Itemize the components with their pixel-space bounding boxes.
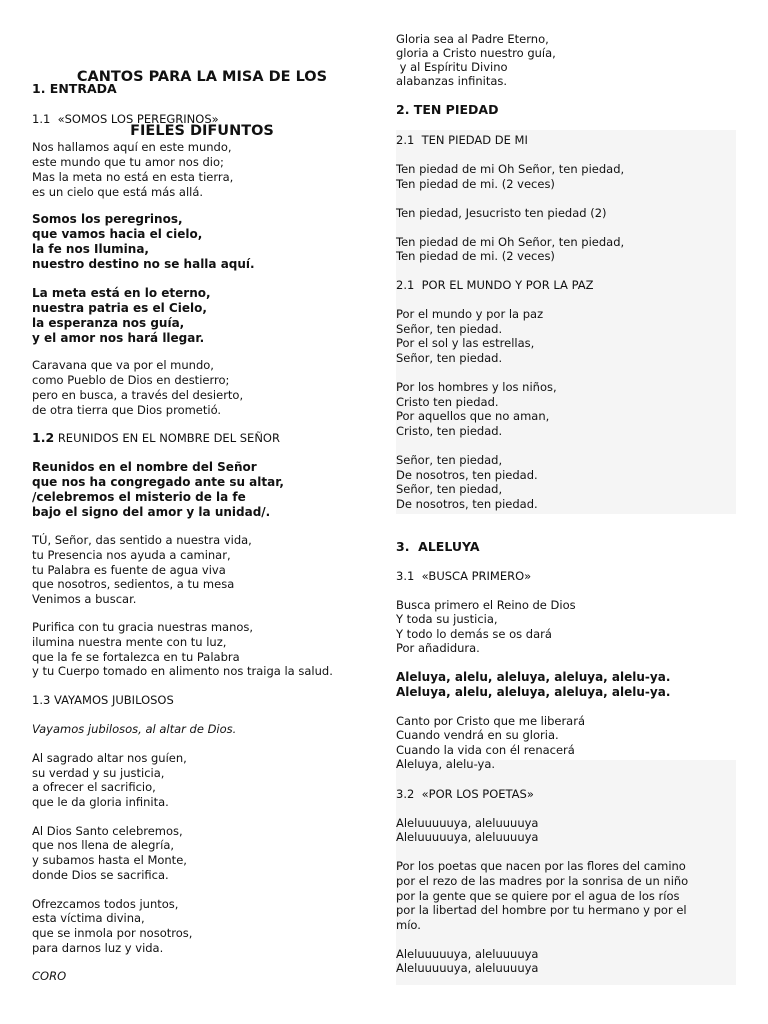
lyric-line: Cristo, ten piedad.	[396, 424, 503, 438]
lyric-line: Nos hallamos aquí en este mundo,	[32, 140, 232, 154]
lyric-line: Señor, ten piedad,	[396, 482, 503, 496]
lyric-line: Busca primero el Reino de Dios	[396, 598, 576, 612]
lyric-line: donde Dios se sacrifica.	[32, 868, 169, 882]
lyric-line: esta víctima divina,	[32, 911, 145, 925]
lyric-line: Aleluuuuuya, aleluuuuya	[396, 947, 539, 961]
chorus-line: Aleluya, alelu, aleluya, aleluya, alelu-ya.	[396, 685, 671, 699]
lyric-line: que la fe se fortalezca en tu Palabra	[32, 650, 240, 664]
lyric-line: TÚ, Señor, das sentido a nuestra vida,	[32, 533, 252, 547]
section-heading-ten-piedad: 2. TEN PIEDAD	[396, 102, 499, 117]
lyric-line: tu Presencia nos ayuda a caminar,	[32, 548, 231, 562]
lyric-line: Por aquellos que no aman,	[396, 409, 550, 423]
lyric-line: Por los hombres y los niños,	[396, 380, 557, 394]
lyric-line: por la gente que se quiere por el agua de los ríos	[396, 889, 680, 903]
lyric-line: Ten piedad de mi Oh Señor, ten piedad,	[396, 235, 625, 249]
lyric-line: a ofrecer el sacrificio,	[32, 780, 156, 794]
coro-label: CORO	[32, 969, 67, 983]
lyric-line: Señor, ten piedad,	[396, 453, 503, 467]
lyric-line: Aleluuuuuya, aleluuuuya	[396, 961, 539, 975]
lyric-line: Por los poetas que nacen por las flores del camino	[396, 859, 686, 873]
lyric-line: Caravana que va por el mundo,	[32, 358, 214, 372]
chorus-line: bajo el signo del amor y la unidad/.	[32, 505, 271, 519]
lyric-line: Al sagrado altar nos guíen,	[32, 751, 187, 765]
section-heading-aleluya: 3. ALELUYA	[396, 539, 480, 554]
lyric-line: tu Palabra es fuente de agua viva	[32, 563, 226, 577]
lyric-line: para darnos luz y vida.	[32, 941, 164, 955]
lyric-line: Aleluya, alelu-ya.	[396, 757, 496, 771]
chorus-line: nuestro destino no se halla aquí.	[32, 257, 255, 271]
chorus-line: la esperanza nos guía,	[32, 316, 185, 330]
lyric-line: es un cielo que está más allá.	[32, 185, 204, 199]
lyric-line: Ten piedad de mi. (2 veces)	[396, 249, 555, 263]
lyric-line: alabanzas infinitas.	[396, 74, 508, 88]
chorus-line: y el amor nos hará llegar.	[32, 331, 205, 345]
chorus-line: que vamos hacia el cielo,	[32, 227, 203, 241]
lyric-line: Señor, ten piedad.	[396, 322, 503, 336]
lyric-line: mío.	[396, 918, 421, 932]
lyric-line: De nosotros, ten piedad.	[396, 468, 538, 482]
lyric-line: Aleluuuuuya, aleluuuuya	[396, 830, 539, 844]
title-line: FIELES DIFUNTOS	[130, 123, 274, 139]
lyric-line: y subamos hasta el Monte,	[32, 853, 187, 867]
lyric-line: por el rezo de las madres por la sonrisa de un niño	[396, 874, 689, 888]
lyric-line: que nos llena de alegría,	[32, 838, 175, 852]
lyric-line: Señor, ten piedad.	[396, 351, 503, 365]
lyric-line: De nosotros, ten piedad.	[396, 497, 538, 511]
lyric-line: este mundo que tu amor nos dio;	[32, 155, 224, 169]
chorus-line: que nos ha congregado ante su altar,	[32, 475, 284, 489]
chorus-line: Aleluya, alelu, aleluya, aleluya, alelu-ya.	[396, 670, 671, 684]
chorus-line: Reunidos en el nombre del Señor	[32, 460, 257, 474]
lyric-line: Por añadidura.	[396, 641, 480, 655]
lyric-line: ilumina nuestra mente con tu luz,	[32, 635, 227, 649]
lyric-line: Al Dios Santo celebremos,	[32, 824, 183, 838]
song-title-busca-primero: 3.1 «BUSCA PRIMERO»	[396, 569, 532, 583]
song-title-text: REUNIDOS EN EL NOMBRE DEL SEÑOR	[57, 431, 280, 445]
lyric-line: Ten piedad de mi. (2 veces)	[396, 177, 555, 191]
song-number: 1.2	[32, 430, 55, 445]
antiphon-line: Vayamos jubilosos, al altar de Dios.	[32, 722, 237, 736]
section-heading-entrada: 1. ENTRADA	[32, 81, 117, 96]
song-title-reunidos	[32, 431, 280, 446]
lyric-line: Por el sol y las estrellas,	[396, 336, 535, 350]
lyric-line: Gloria sea al Padre Eterno,	[396, 32, 549, 46]
lyric-line: su verdad y su justicia,	[32, 766, 165, 780]
lyric-line: Por el mundo y por la paz	[396, 307, 544, 321]
lyric-line: que se inmola por nosotros,	[32, 926, 193, 940]
lyric-line: que le da gloria infinita.	[32, 795, 169, 809]
lyric-line: Venimos a buscar.	[32, 592, 137, 606]
lyric-line: y al Espíritu Divino	[396, 60, 508, 74]
lyric-line: por la libertad del hombre por tu hermano y por el	[396, 903, 687, 917]
song-title-vayamos-jubilosos: 1.3 VAYAMOS JUBILOSOS	[32, 693, 174, 707]
lyric-line: Canto por Cristo que me liberará	[396, 714, 585, 728]
lyric-line: Mas la meta no está en esta tierra,	[32, 170, 234, 184]
chorus-line: la fe nos Ilumina,	[32, 242, 149, 256]
lyric-line: Purifica con tu gracia nuestras manos,	[32, 620, 254, 634]
lyric-line: Cuando vendrá en su gloria.	[396, 728, 559, 742]
lyric-line: como Pueblo de Dios en destierro;	[32, 373, 230, 387]
chorus-line: nuestra patria es el Cielo,	[32, 301, 207, 315]
song-title-por-el-mundo: 2.1 POR EL MUNDO Y POR LA PAZ	[396, 278, 594, 292]
chorus-line: Somos los peregrinos,	[32, 212, 183, 226]
lyric-line: Cuando la vida con él renacerá	[396, 743, 575, 757]
lyric-line: Aleluuuuuya, aleluuuuya	[396, 816, 539, 830]
lyric-line: de otra tierra que Dios prometió.	[32, 403, 222, 417]
lyric-line: pero en busca, a través del desierto,	[32, 388, 244, 402]
chorus-line: /celebremos el misterio de la fe	[32, 490, 246, 504]
title-line: CANTOS PARA LA MISA DE LOS	[76, 69, 328, 85]
lyric-line: Y toda su justicia,	[396, 612, 498, 626]
lyric-line: gloria a Cristo nuestro guía,	[396, 46, 556, 60]
lyric-line: que nosotros, sedientos, a tu mesa	[32, 577, 235, 591]
chorus-line: La meta está en lo eterno,	[32, 286, 211, 300]
lyric-line: Ten piedad, Jesucristo ten piedad (2)	[396, 206, 607, 220]
song-title-ten-piedad-de-mi: 2.1 TEN PIEDAD DE MI	[396, 133, 528, 147]
song-title-somos-los-peregrinos: 1.1 «SOMOS LOS PEREGRINOS»	[32, 112, 219, 126]
lyric-line: y tu Cuerpo tomado en alimento nos traiga la salud.	[32, 664, 333, 678]
lyric-line: Cristo ten piedad.	[396, 395, 499, 409]
lyric-line: Ten piedad de mi Oh Señor, ten piedad,	[396, 162, 625, 176]
song-title-por-los-poetas: 3.2 «POR LOS POETAS»	[396, 787, 534, 801]
lyric-line: Ofrezcamos todos juntos,	[32, 897, 179, 911]
lyric-line: Y todo lo demás se os dará	[396, 627, 552, 641]
